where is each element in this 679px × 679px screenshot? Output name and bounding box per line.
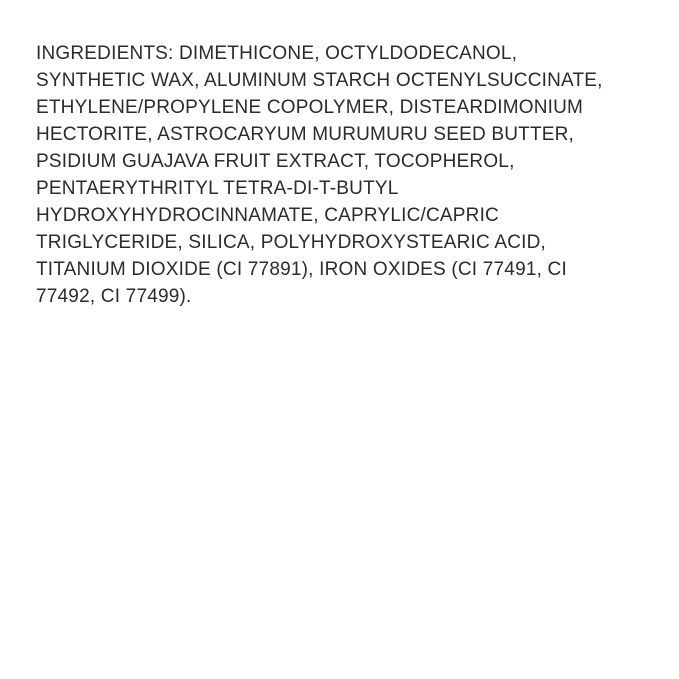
ingredients-line: PSIDIUM GUAJAVA FRUIT EXTRACT, TOCOPHEROL, bbox=[36, 151, 515, 172]
ingredients-line: HECTORITE, ASTROCARYUM MURUMURU SEED BUTTER, bbox=[36, 124, 575, 145]
ingredients-line: HYDROXYHYDROCINNAMATE, CAPRYLIC/CAPRIC bbox=[36, 205, 499, 226]
ingredients-line: TITANIUM DIOXIDE (CI 77891), IRON OXIDES (CI 77491, CI bbox=[36, 259, 567, 280]
ingredients-line: INGREDIENTS: DIMETHICONE, OCTYLDODECANOL, bbox=[36, 43, 518, 64]
ingredients-text bbox=[36, 40, 648, 310]
ingredients-line: 77492, CI 77499). bbox=[36, 286, 192, 307]
ingredients-line: PENTAERYTHRITYL TETRA-DI-T-BUTYL bbox=[36, 178, 399, 199]
ingredients-line: TRIGLYCERIDE, SILICA, POLYHYDROXYSTEARIC ACID, bbox=[36, 232, 547, 253]
ingredients-line: SYNTHETIC WAX, ALUMINUM STARCH OCTENYLSUCCINATE, bbox=[36, 70, 603, 91]
ingredients-line: ETHYLENE/PROPYLENE COPOLYMER, DISTEARDIMONIUM bbox=[36, 97, 584, 118]
